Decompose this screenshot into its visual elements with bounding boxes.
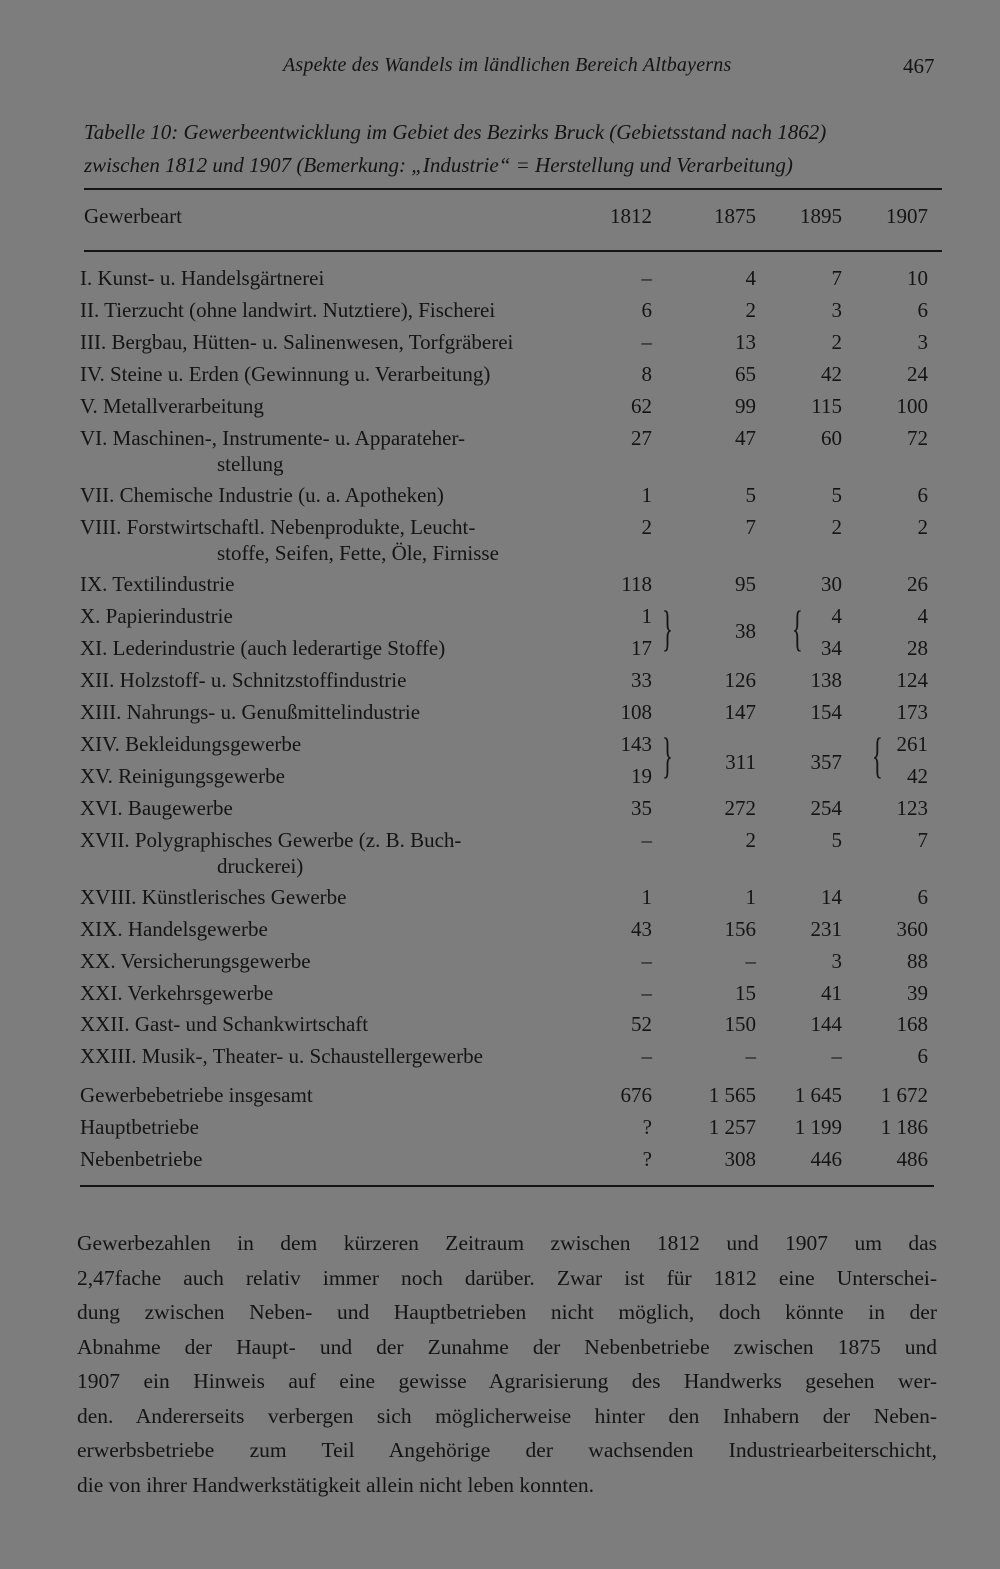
- cell-1895: 3: [831, 298, 842, 322]
- cell-1895: 5: [831, 483, 842, 507]
- cell-1907: 6: [917, 885, 928, 909]
- cell-1812: 62: [631, 394, 652, 418]
- cell-1875: 126: [724, 668, 756, 692]
- cell-1875: –: [745, 1044, 756, 1068]
- cell-1875: 65: [735, 362, 756, 386]
- row-label: V. Metallverarbeitung: [80, 394, 264, 418]
- cell-1812: 118: [621, 572, 652, 596]
- cell-1812: 19: [631, 764, 652, 788]
- cell-1907: 24: [907, 362, 928, 386]
- cell-1875: 15: [735, 981, 756, 1005]
- cell-1895: 34: [821, 636, 842, 660]
- cell-1812: 52: [631, 1012, 652, 1036]
- cell-1875: 2: [745, 298, 756, 322]
- row-label: VI. Maschinen-, Instrumente- u. Apparateher-: [80, 426, 466, 450]
- cell-1907: 123: [896, 796, 928, 820]
- totals-cell-1812: 676: [620, 1083, 652, 1107]
- row-label: XVII. Polygraphisches Gewerbe (z. B. Buch-: [80, 828, 462, 852]
- cell-1907: 6: [917, 298, 928, 322]
- row-label: I. Kunst- u. Handelsgärtnerei: [80, 266, 325, 290]
- cell-1812: 6: [641, 298, 652, 322]
- column-header-1812: 1812: [610, 204, 652, 228]
- cell-1907: 39: [907, 981, 928, 1005]
- cell-1895: 144: [810, 1012, 842, 1036]
- row-label: XVIII. Künstlerisches Gewerbe: [80, 885, 347, 909]
- cell-1895: 138: [810, 668, 842, 692]
- cell-1812: 2: [641, 515, 652, 539]
- cell-1812: 108: [620, 700, 652, 724]
- totals-cell-1895: 1 199: [794, 1115, 842, 1139]
- table-caption: [84, 116, 946, 182]
- totals-cell-1895: 446: [810, 1147, 842, 1171]
- paragraph-line: 2,47fache auch relativ immer noch darüber. Zwar ist für 1812 eine Unterschei-: [77, 1265, 937, 1290]
- row-label: VIII. Forstwirtschaftl. Nebenprodukte, Leucht-: [80, 515, 476, 539]
- page-number: 467: [903, 54, 935, 78]
- cell-1907: 88: [907, 949, 928, 973]
- cell-1895: 2: [831, 515, 842, 539]
- merged-value-xiv-xv-1895: 357: [810, 750, 842, 774]
- totals-cell-1812: ?: [642, 1147, 652, 1171]
- cell-1875: 1: [745, 885, 756, 909]
- totals-cell-1875: 1 257: [708, 1115, 756, 1139]
- paragraph-line: den. Andererseits verbergen sich möglicherweise hinter den Inhabern der Neben-: [77, 1403, 937, 1428]
- cell-1895: 115: [811, 394, 842, 418]
- cell-1895: 154: [810, 700, 842, 724]
- cell-1812: 1: [641, 885, 652, 909]
- brace-x-xi-1812: }: [662, 600, 673, 656]
- table-bottom-rule: [80, 1185, 934, 1187]
- paragraph-line: 1907 ein Hinweis auf eine gewisse Agrarisierung des Handwerks gesehen wer-: [77, 1369, 937, 1393]
- brace-x-xi-1895: {: [792, 600, 803, 656]
- row-label: XXII. Gast- und Schankwirtschaft: [80, 1012, 369, 1036]
- row-label: II. Tierzucht (ohne landwirt. Nutztiere), Fischerei: [80, 298, 496, 322]
- cell-1812: 8: [641, 362, 652, 386]
- cell-1907: 168: [896, 1012, 928, 1036]
- totals-label: Nebenbetriebe: [80, 1147, 203, 1171]
- paragraph-line: Gewerbezahlen in dem kürzeren Zeitraum zwischen 1812 und 1907 um das: [77, 1231, 937, 1255]
- paragraph-line: die von ihrer Handwerkstätigkeit allein nicht leben konnten.: [77, 1472, 595, 1497]
- cell-1907: 6: [917, 483, 928, 507]
- running-title: Aspekte des Wandels im ländlichen Bereich Altbayerns: [283, 54, 732, 76]
- cell-1875: 47: [735, 426, 756, 450]
- merged-value-xiv-xv-1875: 311: [725, 750, 756, 774]
- column-header-1895: 1895: [800, 204, 842, 228]
- cell-1907: 10: [907, 266, 928, 290]
- cell-1907: 4: [917, 604, 928, 628]
- cell-1895: 4: [831, 604, 842, 628]
- paragraph-line: dung zwischen Neben- und Hauptbetrieben nicht möglich, doch könnte in der: [77, 1300, 937, 1324]
- cell-1907: 261: [896, 732, 928, 756]
- totals-cell-1812: ?: [642, 1115, 652, 1139]
- cell-1895: 2: [831, 330, 842, 354]
- cell-1812: 33: [631, 668, 652, 692]
- paragraph-line: erwerbsbetriebe zum Teil Angehörige der wachsenden Industriearbeiterschicht,: [77, 1438, 937, 1462]
- cell-1812: 27: [631, 426, 652, 450]
- column-header-1875: 1875: [714, 204, 756, 228]
- cell-1895: 60: [821, 426, 842, 450]
- cell-1812: –: [641, 1044, 652, 1068]
- table-header-rule: [84, 250, 942, 252]
- row-label: XV. Reinigungsgewerbe: [80, 764, 285, 788]
- cell-1895: 14: [821, 885, 842, 909]
- cell-1907: 72: [907, 426, 928, 450]
- cell-1812: 17: [631, 636, 652, 660]
- totals-cell-1907: 1 186: [880, 1115, 928, 1139]
- cell-1875: 95: [735, 572, 756, 596]
- row-label-continuation: stoffe, Seifen, Fette, Öle, Firnisse: [217, 541, 499, 565]
- brace-xiv-xv-1907: {: [872, 727, 883, 783]
- cell-1895: 3: [831, 949, 842, 973]
- row-label: XII. Holzstoff- u. Schnitzstoffindustrie: [80, 668, 407, 692]
- cell-1812: 1: [641, 483, 652, 507]
- cell-1875: 13: [735, 330, 756, 354]
- totals-cell-1875: 308: [724, 1147, 756, 1171]
- row-label-continuation: druckerei): [217, 854, 304, 878]
- row-label: IV. Steine u. Erden (Gewinnung u. Verarbeitung): [80, 362, 491, 386]
- cell-1907: 124: [896, 668, 928, 692]
- cell-1895: 254: [810, 796, 842, 820]
- cell-1907: 360: [896, 917, 928, 941]
- brace-xiv-xv-1812: }: [662, 727, 673, 783]
- caption-line-2: zwischen 1812 und 1907 (Bemerkung: „Industrie“ = Herstellung und Verarbeitung): [84, 153, 793, 177]
- row-label: XIX. Handelsgewerbe: [80, 917, 268, 941]
- cell-1875: –: [745, 949, 756, 973]
- cell-1907: 42: [907, 764, 928, 788]
- row-label: XVI. Baugewerbe: [80, 796, 233, 820]
- totals-cell-1907: 486: [896, 1147, 928, 1171]
- totals-cell-1875: 1 565: [708, 1083, 756, 1107]
- cell-1875: 272: [724, 796, 756, 820]
- cell-1895: 42: [821, 362, 842, 386]
- row-label-continuation: stellung: [217, 452, 284, 476]
- body-paragraph: [77, 1226, 937, 1502]
- row-label: III. Bergbau, Hütten- u. Salinenwesen, Torfgräberei: [80, 330, 514, 354]
- cell-1895: 7: [831, 266, 842, 290]
- cell-1812: –: [641, 330, 652, 354]
- cell-1812: –: [641, 266, 652, 290]
- cell-1875: 5: [745, 483, 756, 507]
- row-label: XX. Versicherungsgewerbe: [80, 949, 311, 973]
- cell-1907: 6: [917, 1044, 928, 1068]
- totals-cell-1895: 1 645: [794, 1083, 842, 1107]
- cell-1895: 30: [821, 572, 842, 596]
- paragraph-line: Abnahme der Haupt- und der Zunahme der Nebenbetriebe zwischen 1875 und: [77, 1334, 937, 1359]
- cell-1875: 156: [724, 917, 756, 941]
- cell-1812: 143: [620, 732, 652, 756]
- cell-1875: 4: [745, 266, 756, 290]
- row-label: XI. Lederindustrie (auch lederartige Stoffe): [80, 636, 446, 660]
- totals-label: Hauptbetriebe: [80, 1115, 199, 1139]
- row-label: XXIII. Musik-, Theater- u. Schaustellergewerbe: [80, 1044, 483, 1068]
- cell-1895: 41: [821, 981, 842, 1005]
- cell-1907: 3: [917, 330, 928, 354]
- column-header-1907: 1907: [886, 204, 928, 228]
- cell-1875: 147: [724, 700, 756, 724]
- cell-1875: 7: [745, 515, 756, 539]
- cell-1875: 150: [724, 1012, 756, 1036]
- row-label: XIV. Bekleidungsgewerbe: [80, 732, 302, 756]
- cell-1907: 173: [896, 700, 928, 724]
- table-top-rule: [84, 188, 942, 190]
- cell-1907: 26: [907, 572, 928, 596]
- cell-1895: –: [831, 1044, 842, 1068]
- cell-1895: 231: [810, 917, 842, 941]
- cell-1907: 7: [917, 828, 928, 852]
- cell-1895: 5: [831, 828, 842, 852]
- row-label: XXI. Verkehrsgewerbe: [80, 981, 274, 1005]
- caption-line-1: Tabelle 10: Gewerbeentwicklung im Gebiet des Bezirks Bruck (Gebietsstand nach 1862): [84, 120, 827, 144]
- totals-cell-1907: 1 672: [880, 1083, 928, 1107]
- row-label: VII. Chemische Industrie (u. a. Apotheken): [80, 483, 444, 507]
- row-label: XIII. Nahrungs- u. Genußmittelindustrie: [80, 700, 421, 724]
- cell-1812: –: [641, 828, 652, 852]
- cell-1907: 100: [896, 394, 928, 418]
- row-label: X. Papierindustrie: [80, 604, 233, 628]
- column-header-gewerbeart: Gewerbeart: [84, 204, 182, 228]
- cell-1812: 1: [641, 604, 652, 628]
- cell-1812: 35: [631, 796, 652, 820]
- cell-1812: –: [641, 981, 652, 1005]
- totals-label: Gewerbebetriebe insgesamt: [80, 1083, 313, 1107]
- merged-value-x-xi-1875: 38: [735, 619, 756, 643]
- cell-1907: 28: [907, 636, 928, 660]
- row-label: IX. Textilindustrie: [80, 572, 235, 596]
- cell-1875: 2: [745, 828, 756, 852]
- cell-1875: 99: [735, 394, 756, 418]
- cell-1907: 2: [917, 515, 928, 539]
- cell-1812: 43: [631, 917, 652, 941]
- cell-1812: –: [641, 949, 652, 973]
